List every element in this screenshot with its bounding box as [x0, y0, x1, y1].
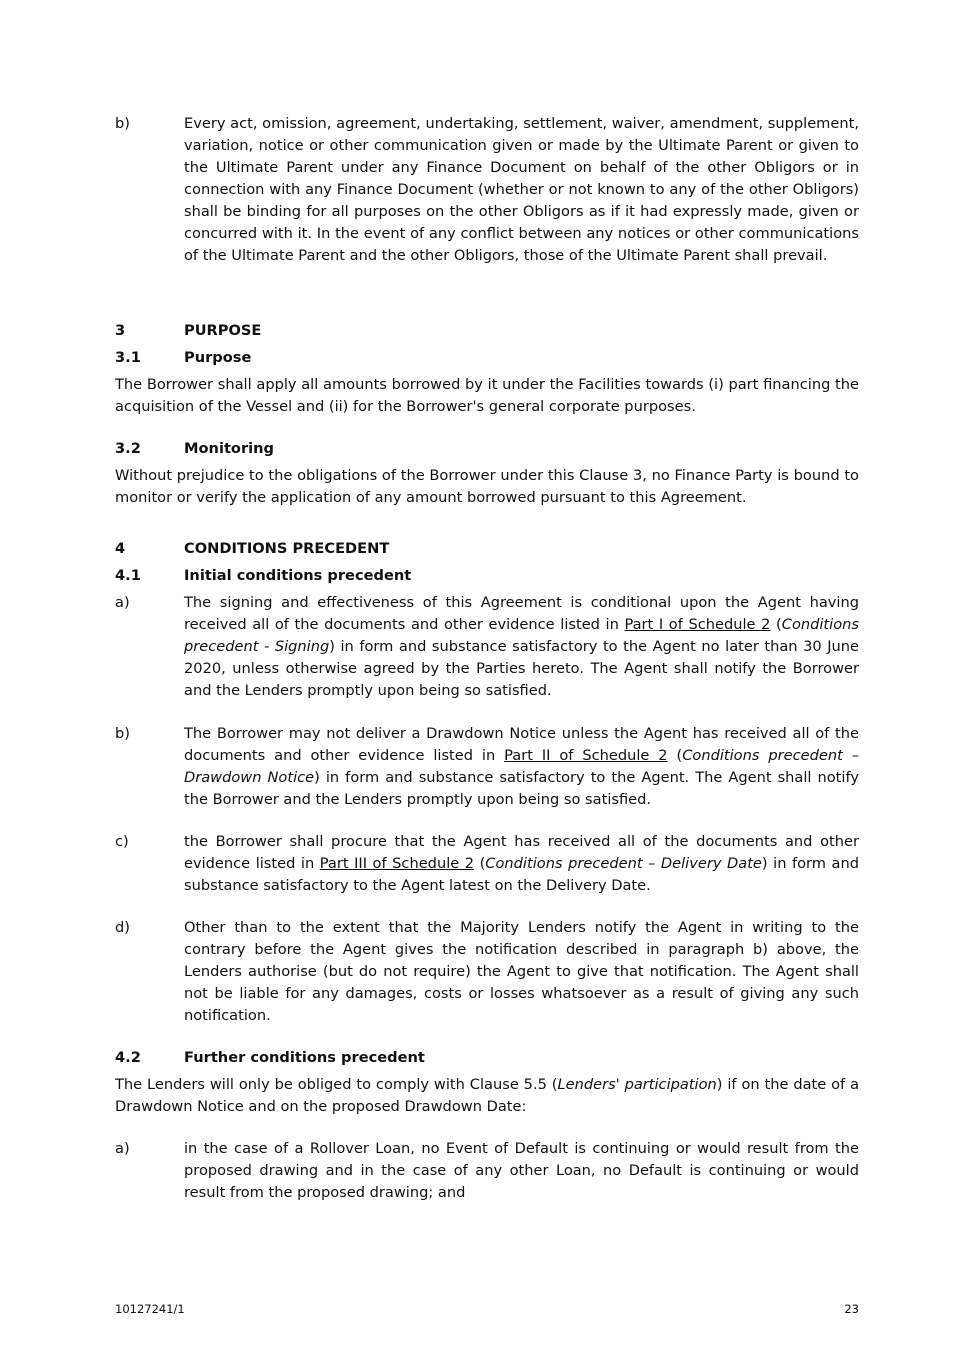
paragraph-label: a) — [115, 1140, 130, 1157]
subsection-title: Initial conditions precedent — [184, 567, 412, 584]
paragraph-text: Every act, omission, agreement, undertaking, settlement, waiver, amendment, supplement, variation, notice or other communication given or made by the Ultimate Parent or given to the Ultimate Parent under any Finance Document on behalf of the other Obligors or in connection with any Finance Document (whether or not known to any of the other Obligors) shall be binding for all purposes on the other Obligors as if it had expressly made, given or concurred with it. In the event of any conflict between any notices or other communications of the Ultimate Parent and the other Obligors, those of the Ultimate Parent shall prevail. — [184, 115, 859, 264]
text-run: The Borrower may not deliver a Drawdown Notice unless the Agent has received all of the documents and other evidence listed in — [184, 725, 859, 764]
paragraph-text — [184, 723, 859, 811]
text-run: ) in form and substance satisfactory to the Agent latest on the Delivery Date. — [184, 855, 859, 894]
text-run: The Lenders will only be obliged to comply with Clause 5.5 ( — [115, 1076, 558, 1093]
page-number: 23 — [844, 1302, 859, 1316]
text-run: The signing and effectiveness of this Agreement is conditional upon the Agent having received all of the documents and other evidence listed in — [184, 594, 859, 633]
paragraph-text: in the case of a Rollover Loan, no Event of Default is continuing or would result from the proposed drawing and in the case of any other Loan, no Default is continuing or would result from the proposed drawing; and — [184, 1140, 859, 1201]
section-title: PURPOSE — [184, 322, 262, 339]
text-run: ) in form and substance satisfactory to the Agent. The Agent shall notify the Borrower and the Lenders promptly upon being so satisfied. — [184, 769, 859, 808]
subsection-number: 3.1 — [115, 349, 141, 366]
section-heading-4 — [115, 538, 859, 560]
subsection-heading-3-2 — [115, 438, 859, 460]
subsection-number: 3.2 — [115, 440, 141, 457]
paragraph-label: a) — [115, 594, 130, 611]
text-run: the Borrower shall procure that the Agent has received all of the documents and other evidence listed in — [184, 833, 859, 872]
text-run: ( — [667, 747, 683, 764]
paragraph-b-ultimate-parent — [115, 113, 859, 267]
subsection-number: 4.2 — [115, 1049, 141, 1066]
subsection-title: Purpose — [184, 349, 252, 366]
paragraph-4-1-b — [115, 723, 859, 811]
paragraph-4-1-c — [115, 831, 859, 897]
paragraph-label: b) — [115, 725, 130, 742]
italic-title: Lenders' participation — [557, 1076, 717, 1093]
section-heading-3 — [115, 320, 859, 342]
schedule-link-part-i[interactable]: Part I of Schedule 2 — [624, 616, 771, 633]
italic-title: Conditions precedent - Signing — [184, 616, 859, 655]
paragraph-label: b) — [115, 115, 130, 132]
section-number: 3 — [115, 322, 126, 339]
subsection-text-4-2 — [115, 1074, 859, 1118]
paragraph-4-2-a — [115, 1138, 859, 1204]
italic-title: Conditions precedent – Delivery Date — [485, 855, 762, 872]
subsection-text-3-1: The Borrower shall apply all amounts borrowed by it under the Facilities towards (i) part financing the acquisition of the Vessel and (ii) for the Borrower's general corporate purposes. — [115, 376, 859, 415]
italic-title: Conditions precedent – Drawdown Notice — [184, 747, 860, 786]
paragraph-text — [184, 592, 859, 702]
paragraph-label: d) — [115, 919, 130, 936]
document-reference: 10127241/1 — [115, 1302, 185, 1316]
text-run: ( — [474, 855, 486, 872]
subsection-title: Further conditions precedent — [184, 1049, 425, 1066]
subsection-heading-4-1 — [115, 565, 859, 587]
paragraph-text — [184, 831, 859, 897]
text-run: ) if on the date of a Drawdown Notice and on the proposed Drawdown Date: — [115, 1076, 860, 1115]
paragraph-4-1-a — [115, 592, 859, 702]
schedule-link-part-iii[interactable]: Part III of Schedule 2 — [319, 855, 475, 872]
text-run: ( — [770, 616, 782, 633]
section-number: 4 — [115, 540, 126, 557]
paragraph-4-1-d — [115, 917, 859, 1027]
paragraph-label: c) — [115, 833, 129, 850]
subsection-title: Monitoring — [184, 440, 274, 457]
section-title: CONDITIONS PRECEDENT — [184, 540, 390, 557]
subsection-heading-3-1 — [115, 347, 859, 369]
text-run: ) in form and substance satisfactory to the Agent no later than 30 June 2020, unless otherwise agreed by the Parties hereto. The Agent shall notify the Borrower and the Lenders promptly upon being so satisfied. — [184, 638, 859, 699]
paragraph-text: Other than to the extent that the Majority Lenders notify the Agent in writing to the contrary before the Agent gives the notification described in paragraph b) above, the Lenders authorise (but do not require) the Agent to give that notification. The Agent shall not be liable for any damages, costs or losses whatsoever as a result of giving any such notification. — [184, 919, 859, 1024]
subsection-heading-4-2 — [115, 1047, 859, 1069]
subsection-text-3-2: Without prejudice to the obligations of the Borrower under this Clause 3, no Finance Party is bound to monitor or verify the application of any amount borrowed pursuant to this Agreement. — [115, 467, 859, 506]
schedule-link-part-ii[interactable]: Part II of Schedule 2 — [504, 747, 668, 764]
subsection-number: 4.1 — [115, 567, 141, 584]
